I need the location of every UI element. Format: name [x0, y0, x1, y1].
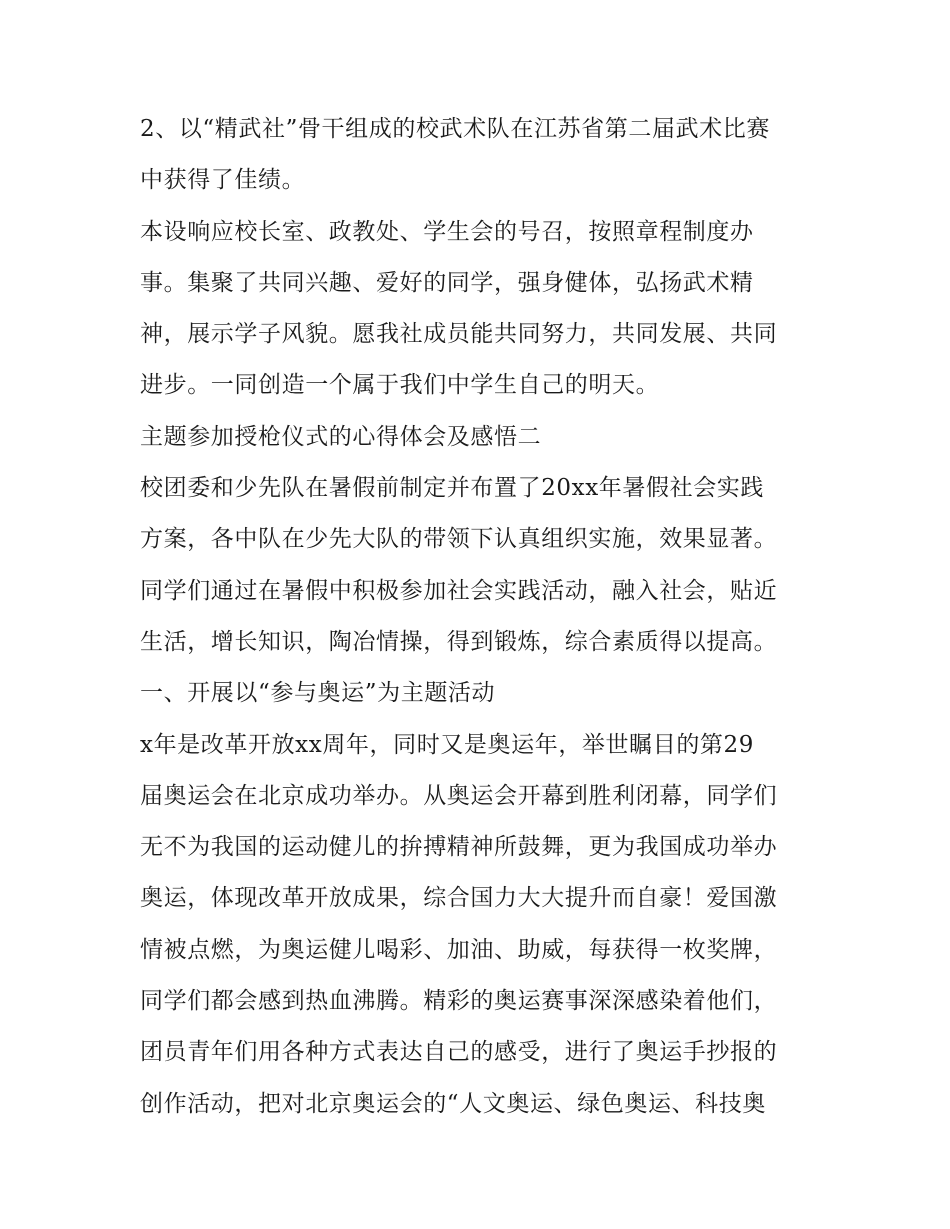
text-line: 生活，增长知识，陶冶情操，得到锻炼，综合素质得以提高。 — [140, 628, 778, 655]
text-line: 同学们通过在暑假中积极参加社会实践活动，融入社会，贴近 — [140, 577, 778, 604]
text-line: 创作活动，把对北京奥运会的“人文奥运、绿色奥运、科技奥 — [140, 1090, 766, 1117]
text-line: 校团委和少先队在暑假前制定并布置了20xx年暑假社会实践 — [140, 475, 765, 502]
text-line: 情被点燃，为奥运健儿喝彩、加油、助威，每获得一枚奖牌， — [140, 936, 778, 963]
text-line: 团员青年们用各种方式表达自己的感受，进行了奥运手抄报的 — [140, 1039, 778, 1066]
text-line: 无不为我国的运动健儿的拚搏精神所鼓舞，更为我国成功举办 — [140, 834, 778, 861]
text-line: 届奥运会在北京成功举办。从奥运会开幕到胜利闭幕，同学们 — [140, 782, 778, 809]
text-line: 奥运，体现改革开放成果，综合国力大大提升而自豪！爱国激 — [140, 885, 778, 912]
document-body — [140, 104, 830, 1130]
text-line: 同学们都会感到热血沸腾。精彩的奥运赛事深深感染着他们， — [140, 988, 778, 1015]
text-line: 本设响应校长室、政教处、学生会的号召，按照章程制度办 — [140, 218, 754, 245]
section-heading: 一、开展以“参与奥运”为主题活动 — [140, 680, 496, 707]
text-line: 神，展示学子风貌。愿我社成员能共同努力，共同发展、共同 — [140, 321, 778, 348]
text-line: 2、以“精武社”骨干组成的校武术队在江苏省第二届武术比赛 — [140, 116, 770, 142]
text-line: 方案，各中队在少先大队的带领下认真组织实施，效果显著。 — [140, 526, 778, 553]
text-line: x年是改革开放xx周年，同时又是奥运年，举世瞩目的第29 — [140, 731, 754, 758]
text-line: 事。集聚了共同兴趣、爱好的同学，强身健体，弘扬武术精 — [140, 269, 754, 296]
text-line: 中获得了佳绩。 — [140, 167, 306, 194]
section-heading: 主题参加授枪仪式的心得体会及感悟二 — [140, 423, 542, 450]
text-line: 进步。一同创造一个属于我们中学生自己的明天。 — [140, 372, 660, 399]
